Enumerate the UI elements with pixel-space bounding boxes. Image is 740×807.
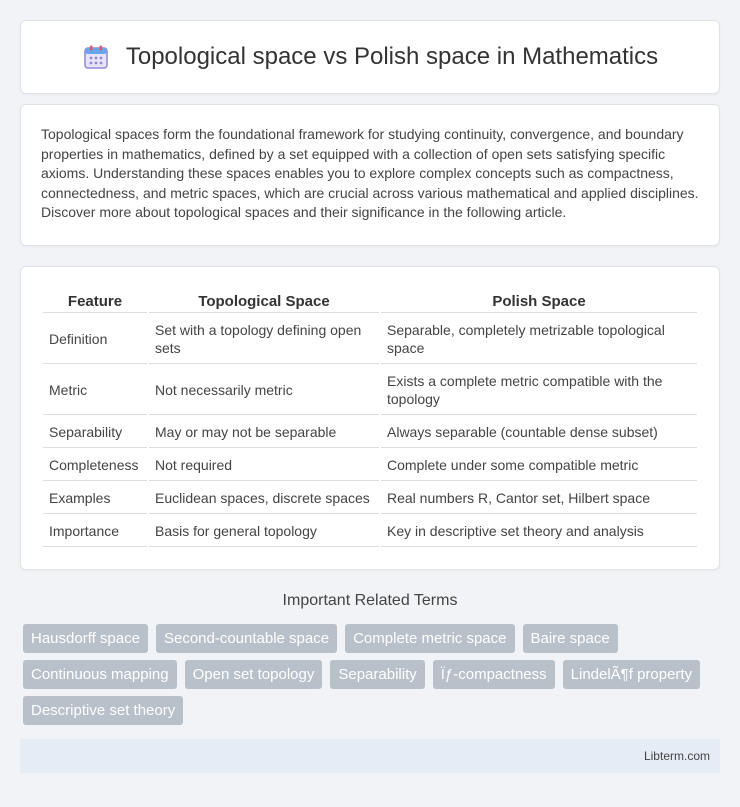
intro-text: Topological spaces form the foundational framework for studying continuity, convergence, and boundary properties in mathematics, defined by a set equipped with a collection of open sets satisfying specific axioms. Understanding these spaces enables you to explore complex concepts such as compactness, connectedness, and metric spaces, which are crucial across various mathematical and applied disciplines. Discover more about topological spaces and their significance in the following article.: [41, 126, 699, 221]
table-cell: Metric: [43, 366, 147, 415]
related-term-tag[interactable]: Second-countable space: [156, 624, 337, 653]
table-cell: Real numbers R, Cantor set, Hilbert space: [381, 483, 697, 514]
comparison-table: [41, 287, 699, 549]
related-term-tag[interactable]: LindelÃ¶f property: [563, 660, 700, 689]
table-cell: Exists a complete metric compatible with the topology: [381, 366, 697, 415]
related-terms-list: [20, 624, 720, 725]
table-cell: Complete under some compatible metric: [381, 450, 697, 481]
table-cell: Definition: [43, 315, 147, 364]
table-row: [43, 417, 697, 448]
table-row: [43, 516, 697, 547]
table-cell: Examples: [43, 483, 147, 514]
table-cell: Not required: [149, 450, 379, 481]
table-cell: Importance: [43, 516, 147, 547]
table-cell: Completeness: [43, 450, 147, 481]
table-row: [43, 483, 697, 514]
footer-brand-link[interactable]: Libterm.com: [643, 748, 710, 763]
table-cell: Separable, completely metrizable topological space: [381, 315, 697, 364]
related-term-tag[interactable]: Continuous mapping: [23, 660, 177, 689]
related-term-tag[interactable]: Ïƒ-compactness: [433, 660, 555, 689]
related-terms-title: Important Related Terms: [282, 591, 458, 609]
title-card: [20, 20, 720, 94]
header-polish-space: Polish Space: [381, 289, 697, 313]
related-term-tag[interactable]: Descriptive set theory: [23, 696, 183, 725]
related-term-tag[interactable]: Open set topology: [185, 660, 323, 689]
table-cell: Key in descriptive set theory and analysis: [381, 516, 697, 547]
related-term-tag[interactable]: Baire space: [523, 624, 618, 653]
table-header-row: [43, 289, 697, 313]
table-cell: Separability: [43, 417, 147, 448]
table-row: [43, 366, 697, 415]
header-feature: Feature: [43, 289, 147, 313]
related-term-tag[interactable]: Hausdorff space: [23, 624, 148, 653]
header-topological-space: Topological Space: [149, 289, 379, 313]
footer: [20, 739, 720, 773]
table-cell: Basis for general topology: [149, 516, 379, 547]
comparison-table-card: [20, 266, 720, 570]
table-cell: Set with a topology defining open sets: [149, 315, 379, 364]
related-term-tag[interactable]: Complete metric space: [345, 624, 514, 653]
table-cell: Euclidean spaces, discrete spaces: [149, 483, 379, 514]
table-row: [43, 315, 697, 364]
page-title: Topological space vs Polish space in Mathematics: [125, 43, 659, 70]
table-cell: May or may not be separable: [149, 417, 379, 448]
table-cell: Always separable (countable dense subset): [381, 417, 697, 448]
related-term-tag[interactable]: Separability: [330, 660, 424, 689]
table-row: [43, 450, 697, 481]
intro-card: [20, 104, 720, 246]
calendar-icon: [82, 43, 110, 71]
table-cell: Not necessarily metric: [149, 366, 379, 415]
